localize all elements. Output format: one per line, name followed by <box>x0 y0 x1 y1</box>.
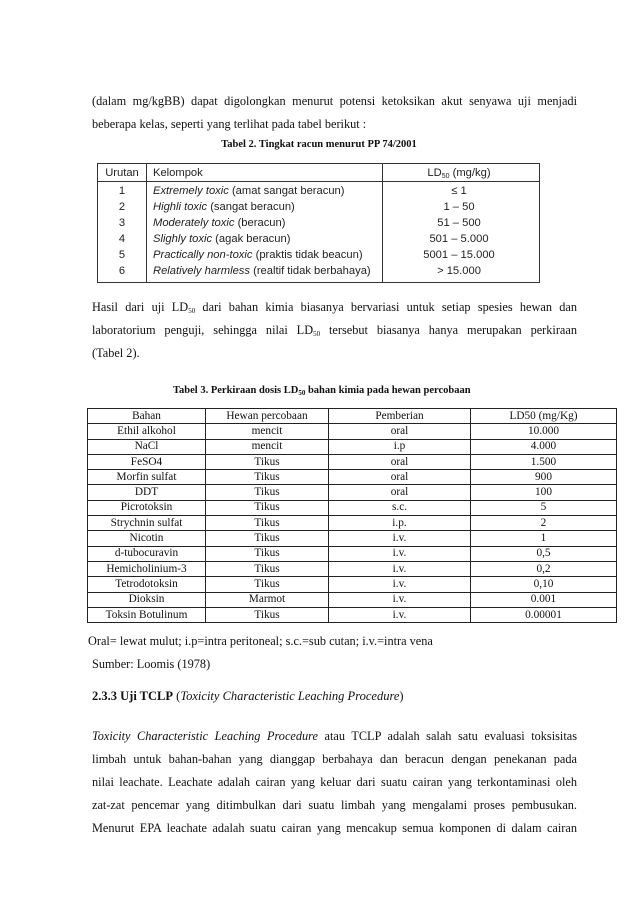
table2-row-6-ld: > 15.000 <box>437 265 481 277</box>
cell-pemberian: s.c. <box>329 500 471 515</box>
table-row <box>88 516 617 531</box>
table2-row-3-no: 3 <box>118 217 126 229</box>
table3 <box>87 408 617 623</box>
table2-divider-1 <box>146 164 147 282</box>
table2-row-5-no: 5 <box>118 249 126 261</box>
cell-hewan: Tikus <box>206 485 329 500</box>
table-row <box>88 546 617 561</box>
para3-line-1: Toxicity Characteristic Leaching Procedure atau TCLP adalah salah satu evaluasi toksisitas <box>92 729 577 743</box>
table2-divider-2 <box>382 164 383 282</box>
table2-header-ld50: $LD_{50}$ (mg/kg) <box>427 167 491 180</box>
cell-hewan: Tikus <box>206 531 329 546</box>
cell-hewan: Tikus <box>206 561 329 576</box>
cell-hewan: Tikus <box>206 607 329 622</box>
section-heading: 2.3.3 Uji TCLP (Toxicity Characteristic Leaching Procedure) <box>92 689 404 703</box>
table3-header-bahan: Bahan <box>88 409 206 424</box>
cell-hewan: mencit <box>206 439 329 454</box>
table2-row-5-kelompok: Practically non-toxic (praktis tidak beacun) <box>153 249 363 261</box>
table2-row-4-ld: 501 – 5.000 <box>429 233 489 245</box>
table2-caption: Tabel 2. Tingkat racun menurut PP 74/2001 <box>221 139 417 150</box>
cell-pemberian: i.p <box>329 439 471 454</box>
table2-row-5-ld: 5001 – 15.000 <box>423 249 495 261</box>
table3-header-row <box>88 409 617 424</box>
cell-bahan: DDT <box>88 485 206 500</box>
cell-bahan: Dioksin <box>88 592 206 607</box>
cell-ld50: 0,5 <box>471 546 617 561</box>
table2-row-2-kelompok: Highli toxic (sangat beracun) <box>153 201 295 213</box>
cell-pemberian: i.v. <box>329 561 471 576</box>
intro-line-2: beberapa kelas, seperti yang terlihat pada tabel berikut : <box>92 117 367 131</box>
table2-row-4-no: 4 <box>118 233 126 245</box>
table2-header-urutan: Urutan <box>105 167 139 179</box>
table3-header-ld50: LD50 (mg/Kg) <box>471 409 617 424</box>
cell-hewan: mencit <box>206 424 329 439</box>
table2-row-1-ld: ≤ 1 <box>451 185 467 197</box>
para3 <box>92 725 577 840</box>
cell-ld50: 0,2 <box>471 561 617 576</box>
para2 <box>92 296 577 365</box>
table3-header-pemberian: Pemberian <box>329 409 471 424</box>
cell-bahan: Ethil alkohol <box>88 424 206 439</box>
table3-note: Oral= lewat mulut; i.p=intra peritoneal; s.c.=sub cutan; i.v.=intra vena <box>88 634 433 648</box>
cell-hewan: Tikus <box>206 577 329 592</box>
para2-line-2: laboratorium penguji, sehingga nilai $LD_{50}$ tersebut biasanya hanya merupakan perkiraan <box>92 323 577 338</box>
cell-pemberian: oral <box>329 424 471 439</box>
table3-source: Sumber: Loomis (1978) <box>92 657 211 671</box>
cell-ld50: 100 <box>471 485 617 500</box>
cell-ld50: 0,10 <box>471 577 617 592</box>
table2-row-1-kelompok: Extremely toxic (amat sangat beracun) <box>153 185 345 197</box>
table2-row-2-ld: 1 – 50 <box>443 201 475 213</box>
table-row <box>88 454 617 469</box>
cell-pemberian: i.v. <box>329 592 471 607</box>
cell-ld50: 900 <box>471 470 617 485</box>
table2-row-3-kelompok: Moderately toxic (beracun) <box>153 217 286 229</box>
intro-line-1: (dalam mg/kgBB) dapat digolongkan menurut potensi ketoksikan akut senyawa uji menjadi <box>92 94 577 108</box>
table-row <box>88 439 617 454</box>
cell-bahan: Nicotin <box>88 531 206 546</box>
cell-bahan: d-tubocuravin <box>88 546 206 561</box>
cell-ld50: 0.001 <box>471 592 617 607</box>
table-row <box>88 424 617 439</box>
table2-header-kelompok: Kelompok <box>153 167 203 179</box>
cell-ld50: 2 <box>471 516 617 531</box>
cell-pemberian: i.v. <box>329 607 471 622</box>
para3-line-3: nilai leachate. Leachate adalah cairan yang keluar dari suatu cairan yang terkontaminasi oleh <box>92 775 577 789</box>
para3-line-2: limbah untuk bahan-bahan yang dianggap berbahaya dan beracun dengan penekanan pada <box>92 752 577 766</box>
cell-bahan: FeSO4 <box>88 454 206 469</box>
para3-line-4: zat-zat pencemar yang ditimbulkan dari suatu limbah yang mengalami proses pembusukan. <box>92 798 577 812</box>
table2 <box>97 163 540 283</box>
table2-row-1-no: 1 <box>118 185 126 197</box>
cell-hewan: Tikus <box>206 546 329 561</box>
cell-bahan: Tetrodotoksin <box>88 577 206 592</box>
table-row <box>88 577 617 592</box>
cell-pemberian: i.v. <box>329 531 471 546</box>
table2-row-6-kelompok: Relatively harmless (realtif tidak berbahaya) <box>153 265 371 277</box>
cell-hewan: Tikus <box>206 454 329 469</box>
table3-caption: Tabel 3. Perkiraan dosis $LD_{50}$ bahan kimia pada hewan percobaan <box>173 385 471 397</box>
cell-hewan: Tikus <box>206 500 329 515</box>
cell-ld50: 1 <box>471 531 617 546</box>
para2-line-3: (Tabel 2). <box>92 346 140 360</box>
cell-pemberian: oral <box>329 485 471 500</box>
table-row <box>88 592 617 607</box>
cell-bahan: Morfin sulfat <box>88 470 206 485</box>
cell-pemberian: i.v. <box>329 577 471 592</box>
cell-ld50: 10.000 <box>471 424 617 439</box>
cell-hewan: Marmot <box>206 592 329 607</box>
cell-ld50: 1.500 <box>471 454 617 469</box>
cell-ld50: 0.00001 <box>471 607 617 622</box>
table-row <box>88 485 617 500</box>
cell-bahan: Picrotoksin <box>88 500 206 515</box>
cell-hewan: Tikus <box>206 470 329 485</box>
cell-bahan: Hemicholinium-3 <box>88 561 206 576</box>
cell-bahan: Toksin Botulinum <box>88 607 206 622</box>
cell-pemberian: i.v. <box>329 546 471 561</box>
intro-paragraph <box>92 90 577 136</box>
para3-line-5: Menurut EPA leachate adalah suatu cairan yang mencakup semua komponen di dalam cairan <box>92 821 577 835</box>
cell-bahan: NaCl <box>88 439 206 454</box>
para2-line-1: Hasil dari uji $LD_{50}$ dari bahan kimia biasanya bervariasi untuk setiap spesies hewan dan <box>92 300 577 315</box>
table2-row-3-ld: 51 – 500 <box>437 217 481 229</box>
cell-ld50: 4.000 <box>471 439 617 454</box>
cell-hewan: Tikus <box>206 516 329 531</box>
table-row <box>88 531 617 546</box>
table-row <box>88 470 617 485</box>
cell-pemberian: oral <box>329 454 471 469</box>
table-row <box>88 561 617 576</box>
cell-bahan: Strychnin sulfat <box>88 516 206 531</box>
cell-pemberian: i.p. <box>329 516 471 531</box>
table2-row-2-no: 2 <box>118 201 126 213</box>
table-row <box>88 500 617 515</box>
table2-row-6-no: 6 <box>118 265 126 277</box>
table3-header-hewan: Hewan percobaan <box>206 409 329 424</box>
cell-pemberian: oral <box>329 470 471 485</box>
cell-ld50: 5 <box>471 500 617 515</box>
table2-row-4-kelompok: Slighly toxic (agak beracun) <box>153 233 291 245</box>
table-row <box>88 607 617 622</box>
